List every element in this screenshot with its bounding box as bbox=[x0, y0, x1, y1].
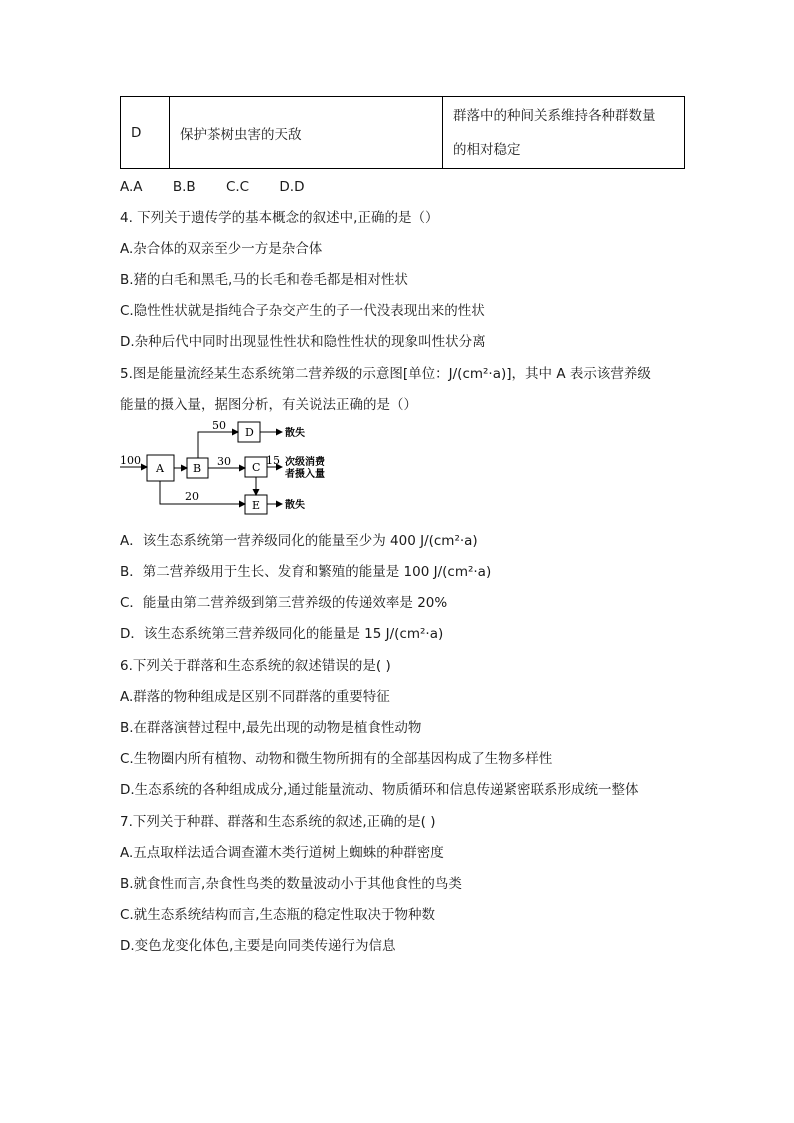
q6-stem: 6.下列关于群落和生态系统的叙述错误的是( ) bbox=[120, 658, 391, 674]
q7-option-a: A.五点取样法适合调查灌木类行道树上蜘蛛的种群密度 bbox=[120, 845, 444, 861]
q4-stem: 4. 下列关于遗传学的基本概念的叙述中,正确的是（） bbox=[120, 210, 439, 226]
q7-option-c: C.就生态系统结构而言,生态瓶的稳定性取决于物种数 bbox=[120, 907, 436, 923]
c-out-value: 15 bbox=[266, 454, 280, 467]
choice-c: C.C bbox=[225, 179, 250, 195]
a-to-e-arrow bbox=[160, 481, 245, 504]
q5-option-b: B．第二营养级用于生长、发育和繁殖的能量是 100 J/(cm²·a) bbox=[120, 564, 492, 580]
choice-b: B.B bbox=[172, 179, 196, 195]
q5-option-c: C．能量由第二营养级到第三营养级的传递效率是 20% bbox=[120, 595, 448, 611]
reason-line-1: 群落中的种间关系维持各种群数量 bbox=[453, 107, 656, 124]
q4-option-b: B.猪的白毛和黑毛,马的长毛和卷毛都是相对性状 bbox=[120, 272, 408, 288]
q6-option-a: A.群落的物种组成是区别不同群落的重要特征 bbox=[120, 689, 390, 705]
a-to-e-value: 20 bbox=[185, 490, 199, 503]
table-row bbox=[121, 97, 685, 169]
energy-flow-diagram bbox=[116, 418, 346, 520]
table-cell-measure: 保护茶树虫害的天敌 bbox=[170, 97, 443, 169]
q7-option-b: B.就食性而言,杂食性鸟类的数量波动小于其他食性的鸟类 bbox=[120, 876, 462, 892]
reason-line-2: 的相对稳定 bbox=[453, 141, 521, 158]
option-table bbox=[120, 96, 685, 169]
q4-option-c: C.隐性性状就是指纯合子杂交产生的子一代没表现出来的性状 bbox=[120, 303, 485, 319]
d-out-label: 散失 bbox=[285, 428, 305, 439]
q5-stem-line2: 能量的摄入量，据图分析，有关说法正确的是（） bbox=[120, 397, 417, 413]
q7-stem: 7.下列关于种群、群落和生态系统的叙述,正确的是( ) bbox=[120, 814, 436, 830]
q5-option-a: A．该生态系统第一营养级同化的能量至少为 400 J/(cm²·a) bbox=[120, 533, 478, 549]
box-e-label: E bbox=[252, 499, 261, 512]
q4-option-a: A.杂合体的双亲至少一方是杂合体 bbox=[120, 241, 323, 257]
q6-option-b: B.在群落演替过程中,最先出现的动物是植食性动物 bbox=[120, 720, 422, 736]
q4-option-d: D.杂种后代中同时出现显性性状和隐性性状的现象叫性状分离 bbox=[120, 334, 486, 350]
box-d-label: D bbox=[245, 426, 254, 439]
b-to-d-value: 50 bbox=[212, 419, 226, 432]
c-out-label-line2: 者摄入量 bbox=[285, 469, 325, 480]
input-value: 100 bbox=[120, 454, 141, 467]
choice-a: A.A bbox=[120, 179, 143, 195]
b-to-c-value: 30 bbox=[217, 455, 231, 468]
table-cell-option: D bbox=[121, 97, 170, 169]
choice-d: D.D bbox=[279, 179, 305, 195]
q5-stem-line1: 5.图是能量流经某生态系统第二营养级的示意图[单位：J/(cm²·a)]，其中 A 表示该营养级 bbox=[120, 366, 651, 382]
table-cell-reason bbox=[443, 97, 685, 169]
q5-option-d: D．该生态系统第三营养级同化的能量是 15 J/(cm²·a) bbox=[120, 626, 444, 642]
q7-option-d: D.变色龙变化体色,主要是向同类传递行为信息 bbox=[120, 938, 396, 954]
q3-choices bbox=[120, 178, 331, 196]
box-a-label: A bbox=[156, 462, 164, 475]
box-c-label: C bbox=[252, 461, 261, 474]
box-b-label: B bbox=[193, 462, 202, 475]
e-out-label: 散失 bbox=[285, 500, 305, 511]
c-out-label-line1: 次级消费 bbox=[285, 457, 325, 468]
q6-option-c: C.生物圈内所有植物、动物和微生物所拥有的全部基因构成了生物多样性 bbox=[120, 751, 553, 767]
q6-option-d: D.生态系统的各种组成成分,通过能量流动、物质循环和信息传递紧密联系形成统一整体 bbox=[120, 782, 639, 798]
